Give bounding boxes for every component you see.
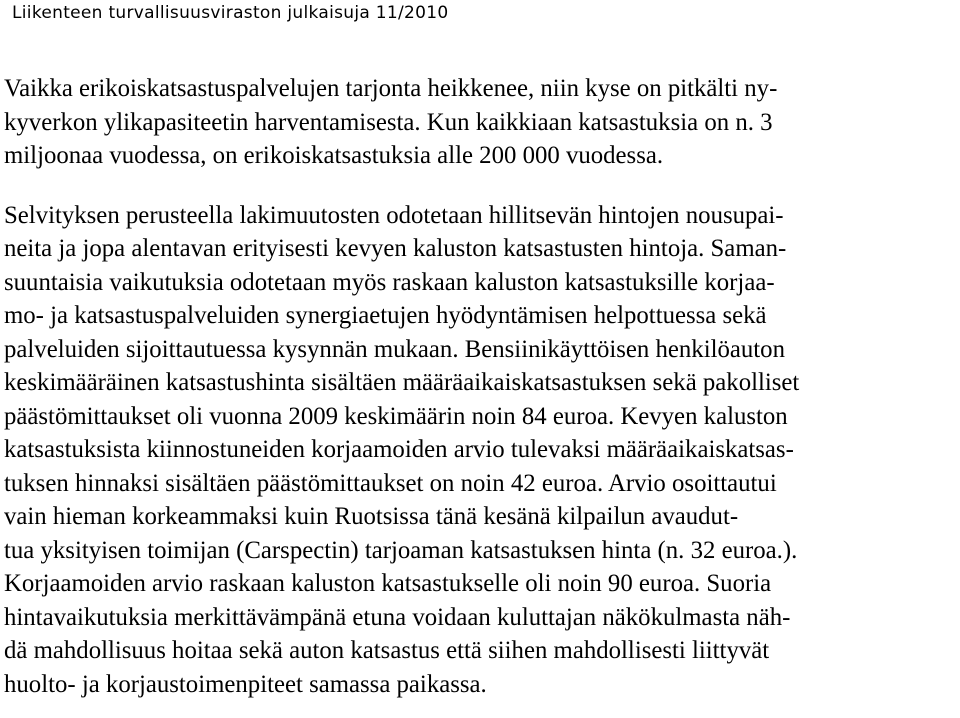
paragraph-2 bbox=[4, 199, 956, 702]
text-line: mo- ja katsastuspalveluiden synergiaetujen hyödyntämisen helpottuessa sekä bbox=[4, 302, 767, 329]
text-line: tuksen hinnaksi sisältäen päästömittaukset on noin 42 euroa. Arvio osoittautui bbox=[4, 469, 777, 497]
text-line: neita ja jopa alentavan erityisesti kevyen kaluston katsastusten hintoja. Saman- bbox=[4, 235, 787, 262]
text-line: Selvityksen perusteella lakimuutosten odotetaan hillitsevän hintojen nousupai- bbox=[4, 201, 784, 229]
text-line: dä mahdollisuus hoitaa sekä auton katsastus että siihen mahdollisesti liittyvät bbox=[4, 637, 770, 664]
text-line: palveluiden sijoittautuessa kysynnän mukaan. Bensiinikäyttöisen henkilöauton bbox=[4, 335, 785, 363]
text-line: vain hieman korkeammaksi kuin Ruotsissa tänä kesänä kilpailun avaudut- bbox=[4, 503, 739, 530]
text-line: miljoonaa vuodessa, on erikoiskatsastuksia alle 200 000 vuodessa. bbox=[4, 142, 664, 169]
body-text bbox=[4, 72, 956, 701]
text-line: huolto- ja korjaustoimenpiteet samassa paikassa. bbox=[4, 670, 487, 698]
paragraph-1 bbox=[4, 72, 956, 173]
text-line: päästömittaukset oli vuonna 2009 keskimäärin noin 84 euroa. Kevyen kaluston bbox=[4, 402, 788, 430]
text-line: tua yksityisen toimijan (Carspectin) tarjoaman katsastuksen hinta (n. 32 euroa.). bbox=[4, 536, 798, 564]
running-header: Liikenteen turvallisuusviraston julkaisuja 11/2010 bbox=[12, 3, 449, 23]
text-line: katsastuksista kiinnostuneiden korjaamoiden arvio tulevaksi määräaikaiskatsas- bbox=[4, 436, 794, 463]
text-line: hintavaikutuksia merkittävämpänä etuna voidaan kuluttajan näkökulmasta näh- bbox=[4, 603, 791, 631]
text-line: Vaikka erikoiskatsastuspalvelujen tarjonta heikkenee, niin kyse on pitkälti ny- bbox=[4, 75, 778, 102]
text-line: Korjaamoiden arvio raskaan kaluston katsastukselle oli noin 90 euroa. Suoria bbox=[4, 570, 772, 597]
text-line: kyverkon ylikapasiteetin harventamisesta. Kun kaikkiaan katsastuksia on n. 3 bbox=[4, 108, 773, 136]
text-line: keskimääräinen katsastushinta sisältäen määräaikaiskatsastuksen sekä pakolliset bbox=[4, 369, 800, 396]
text-line: suuntaisia vaikutuksia odotetaan myös raskaan kaluston katsastuksille korjaa- bbox=[4, 268, 775, 296]
